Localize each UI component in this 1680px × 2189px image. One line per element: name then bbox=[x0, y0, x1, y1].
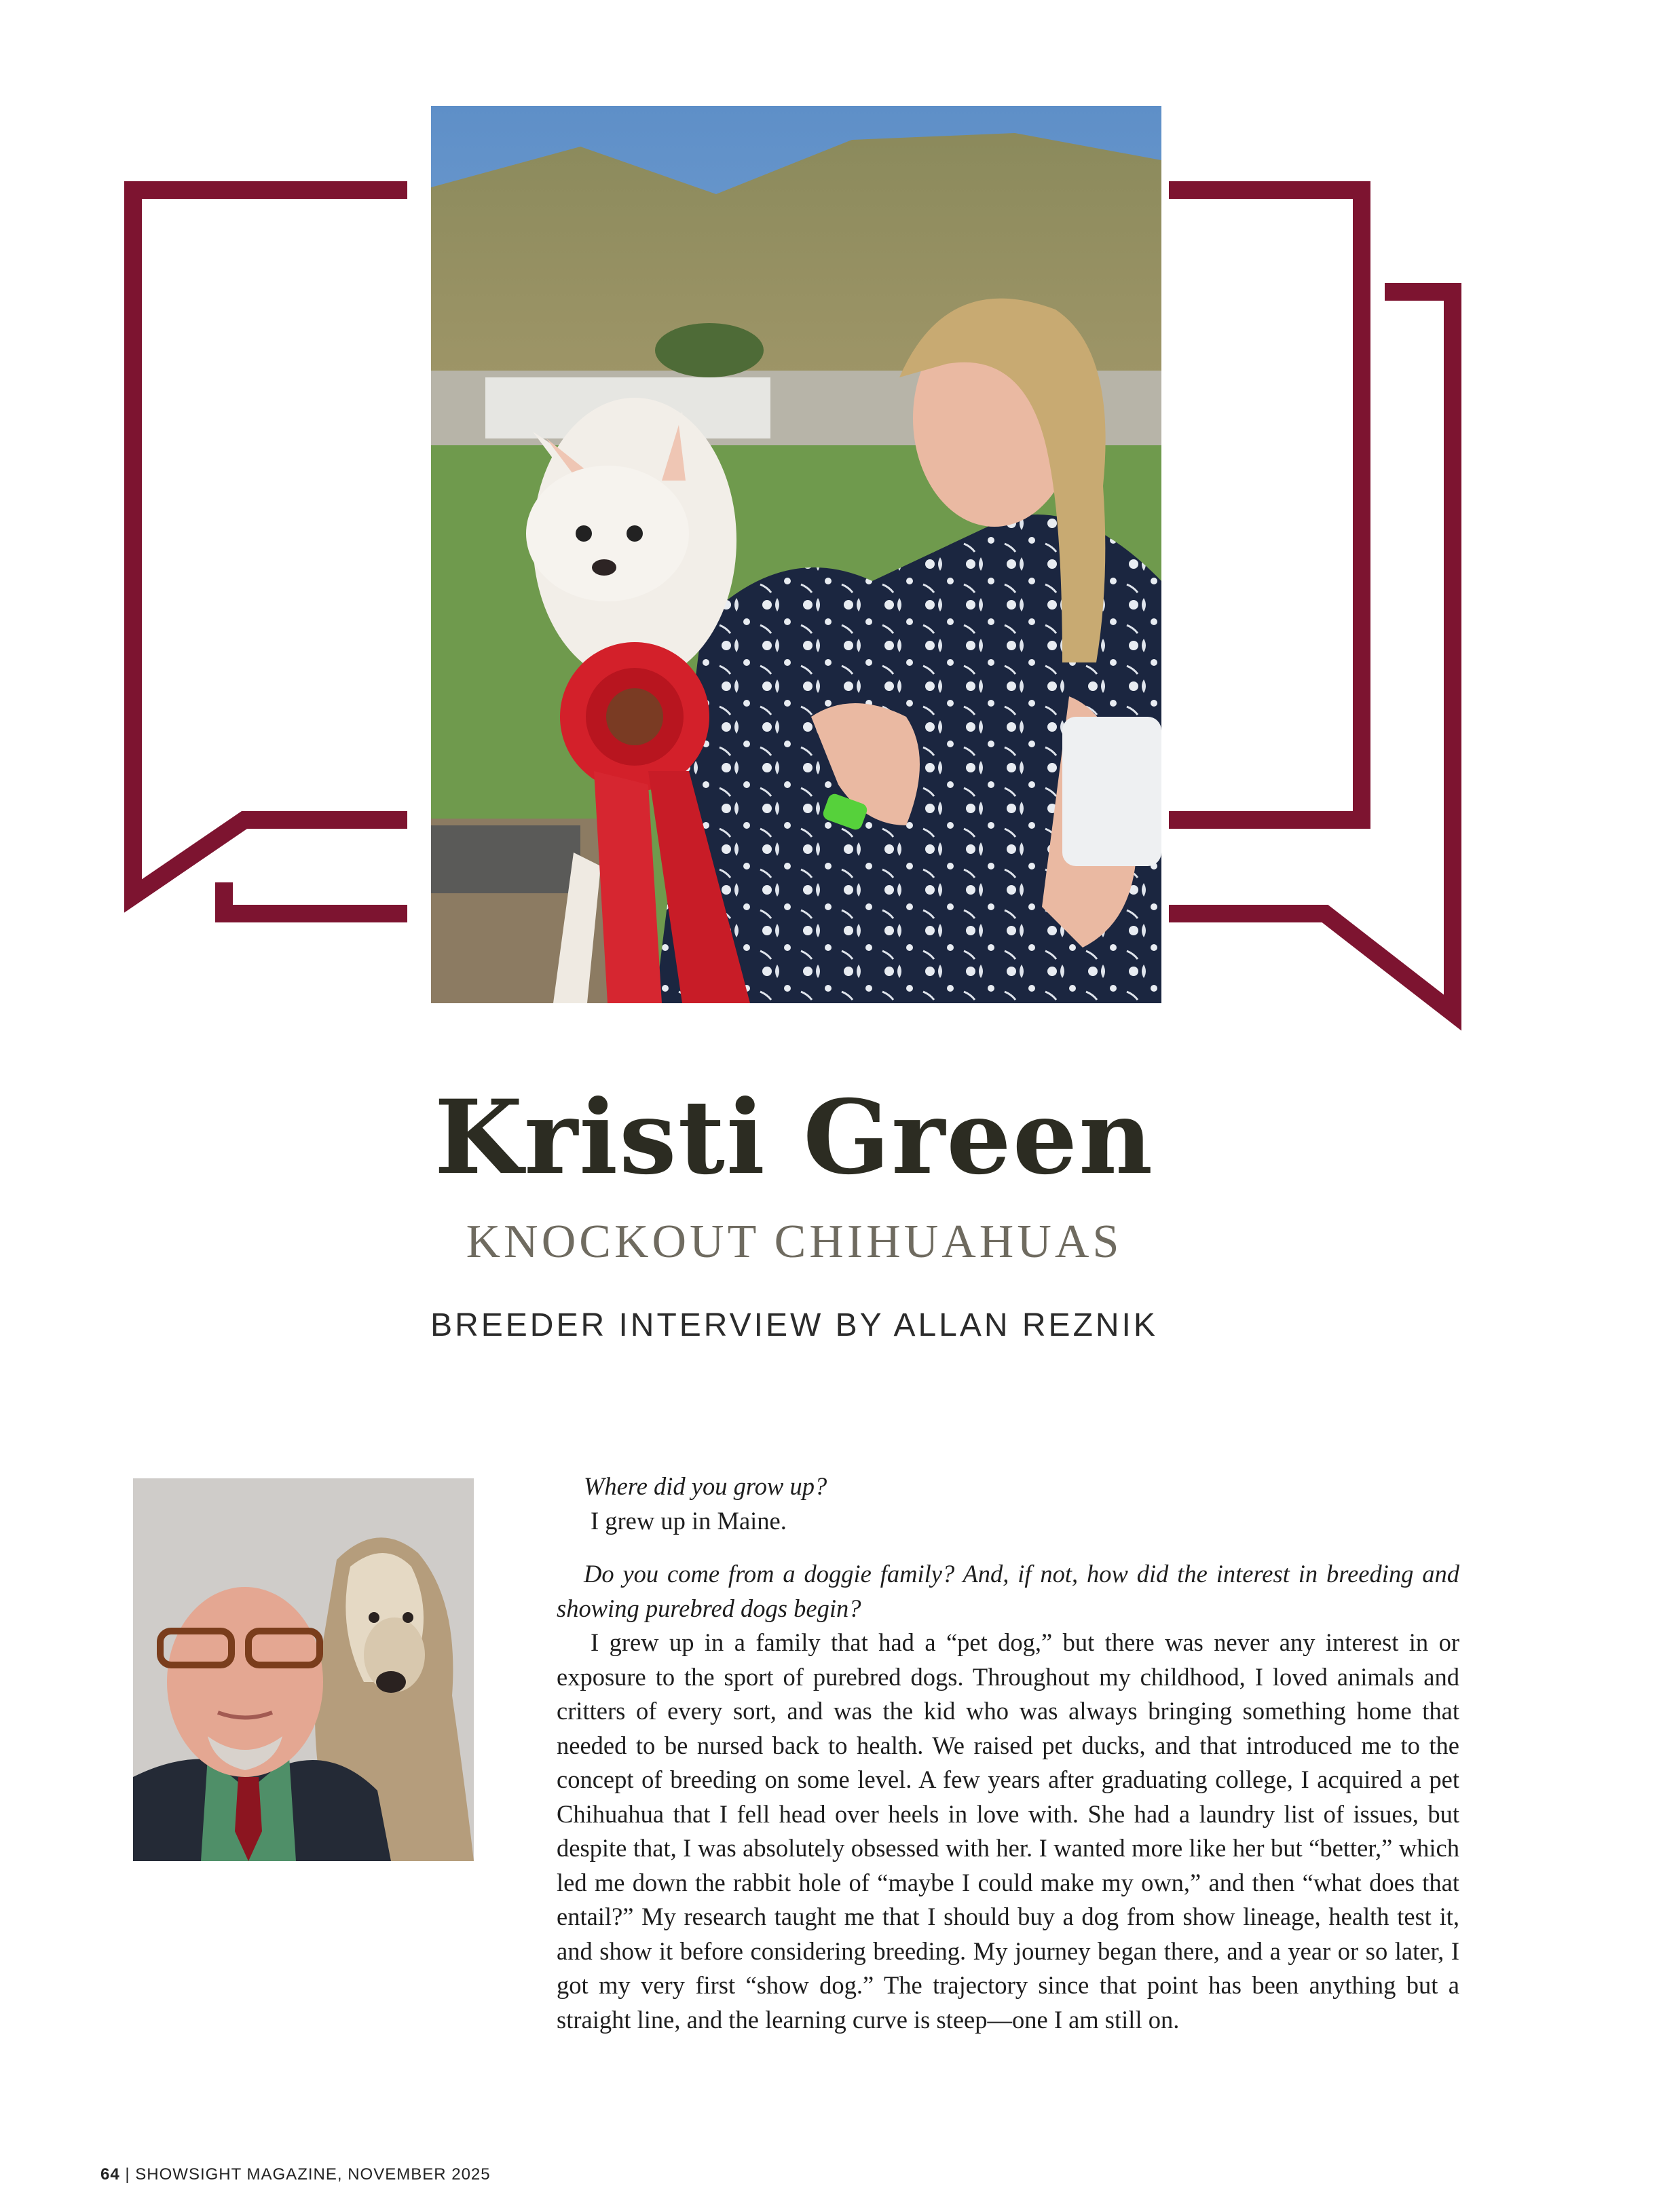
question-2: Do you come from a doggie family? And, if not, how did the interest in breeding and showing purebred dogs begin? bbox=[557, 1560, 1459, 1622]
author-photo bbox=[133, 1478, 474, 1861]
footer-separator: | bbox=[125, 2165, 130, 2184]
left-bubble-outline bbox=[133, 190, 407, 896]
page-footer bbox=[100, 2165, 491, 2184]
right-bubble-outline bbox=[1169, 190, 1362, 820]
answer-1: I grew up in Maine. bbox=[591, 1506, 787, 1535]
publication-name: SHOWSIGHT MAGAZINE, NOVEMBER 2025 bbox=[135, 2165, 491, 2184]
page-title: Kristi Green bbox=[434, 1078, 1155, 1197]
answer-2: I grew up in a family that had a “pet dog,” but there was never any interest in or exposure to the sport of purebred dogs. Throughout my childhood, I loved animals and critters of every sort, and was the kid who was always bringing something home that needed to be nursed back to health. We raised pet ducks, and that introduced me to the concept of breeding on some level. A few years after graduating college, I acquired a pet Chihuahua that I fell head over heels in love with. She had a laundry list of issues, but despite that, I was absolutely obsessed with her. I wanted more like her but “better,” which led me down the rabbit hole of “maybe I could make my own,” and then “what does that entail?” My research taught me that I should buy a dog from show lineage, health test it, and show it before considering breeding. My journey began there, and a year or so later, I got my very first “show dog.” The trajectory since that point has been anything but a straight line, and the learning curve is steep—one I am still on. bbox=[557, 1628, 1459, 2034]
main-photo bbox=[431, 106, 1161, 1003]
right-bubble-outer bbox=[1169, 292, 1453, 1013]
left-bubble-tail bbox=[224, 882, 407, 914]
question-1: Where did you grow up? bbox=[584, 1472, 827, 1500]
byline: BREEDER INTERVIEW BY ALLAN REZNIK bbox=[430, 1307, 1158, 1343]
page-number: 64 bbox=[100, 2165, 120, 2184]
interview-body bbox=[557, 1470, 1459, 2037]
kennel-name: KNOCKOUT CHIHUAHUAS bbox=[466, 1216, 1123, 1268]
